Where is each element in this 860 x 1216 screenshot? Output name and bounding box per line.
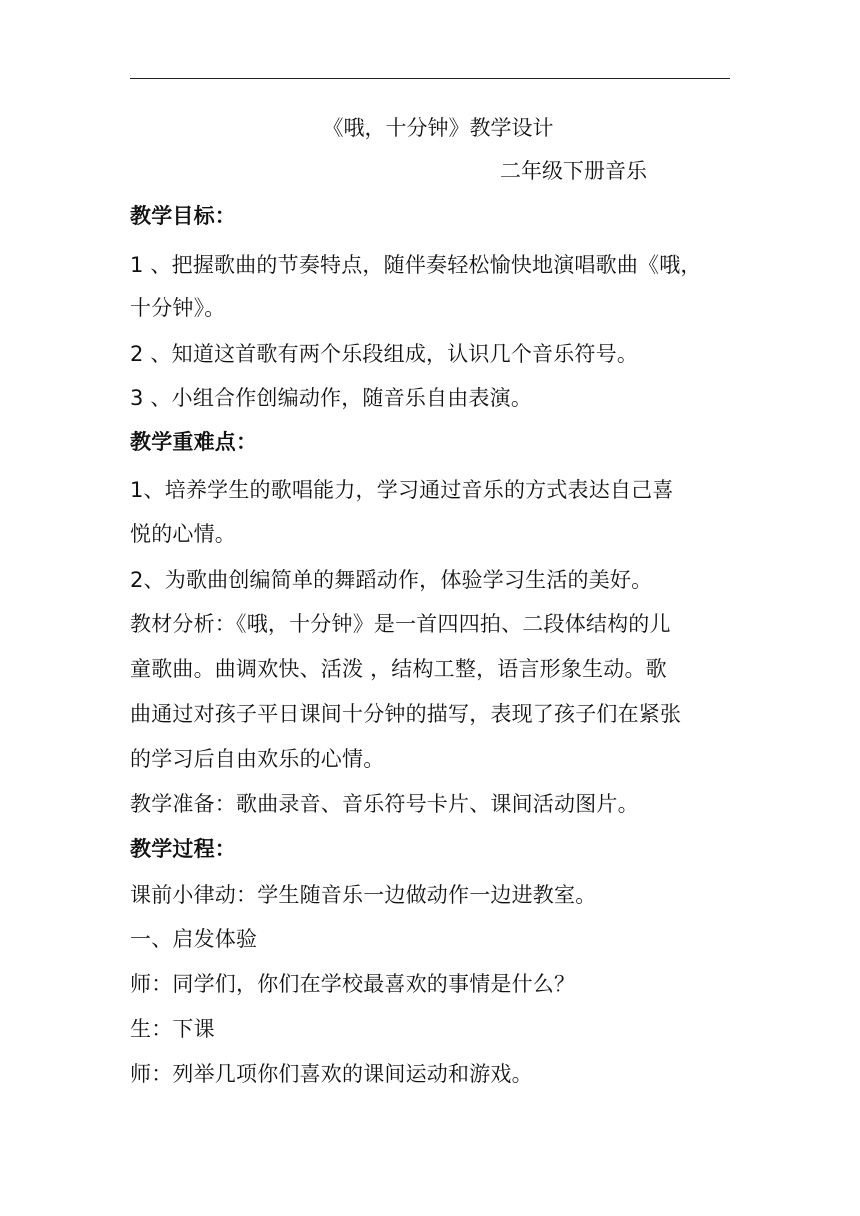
paragraph-line: 教材分析：《哦，十分钟》是一首四四拍、二段体结构的儿 [130, 612, 671, 636]
paragraph-line: 悦的心情。 [130, 522, 236, 546]
header-rule [130, 78, 730, 79]
heading-key-points: 教学重难点： [130, 430, 258, 454]
dialogue-line: 师：同学们，你们在学校最喜欢的事情是什么？ [130, 972, 576, 996]
paragraph-line: 1 、把握歌曲的节奏特点，随伴奏轻松愉快地演唱歌曲《哦， [130, 253, 702, 277]
paragraph-line: 曲通过对孩子平日课间十分钟的描写，表现了孩子们在紧张 [130, 702, 682, 726]
paragraph-line: 2、为歌曲创编简单的舞蹈动作，体验学习生活的美好。 [130, 568, 653, 592]
paragraph-line: 课前小律动：学生随音乐一边做动作一边进教室。 [130, 883, 597, 907]
heading-process: 教学过程： [130, 837, 236, 861]
heading-objectives: 教学目标： [130, 204, 236, 228]
paragraph-line: 2 、知道这首歌有两个乐段组成，认识几个音乐符号。 [130, 342, 639, 366]
paragraph-line: 童歌曲。曲调欢快、活泼 ，结构工整，语言形象生动。歌 [130, 657, 667, 681]
paragraph-line: 3 、小组合作创编动作，随音乐自由表演。 [130, 386, 533, 410]
paragraph-line: 教学准备：歌曲录音、音乐符号卡片、课间活动图片。 [130, 792, 639, 816]
paragraph-line: 1、培养学生的歌唱能力，学习通过音乐的方式表达自己喜 [130, 478, 674, 502]
paragraph-line: 的学习后自由欢乐的心情。 [130, 747, 385, 771]
dialogue-line: 生：下课 [130, 1017, 215, 1041]
document-title: 《哦，十分钟》教学设计 [322, 116, 554, 140]
document-subtitle: 二年级下册音乐 [500, 159, 647, 183]
section-heading: 一、启发体验 [130, 927, 258, 951]
dialogue-line: 师：列举几项你们喜欢的课间运动和游戏。 [130, 1062, 533, 1086]
paragraph-line: 十分钟》。 [130, 296, 226, 320]
